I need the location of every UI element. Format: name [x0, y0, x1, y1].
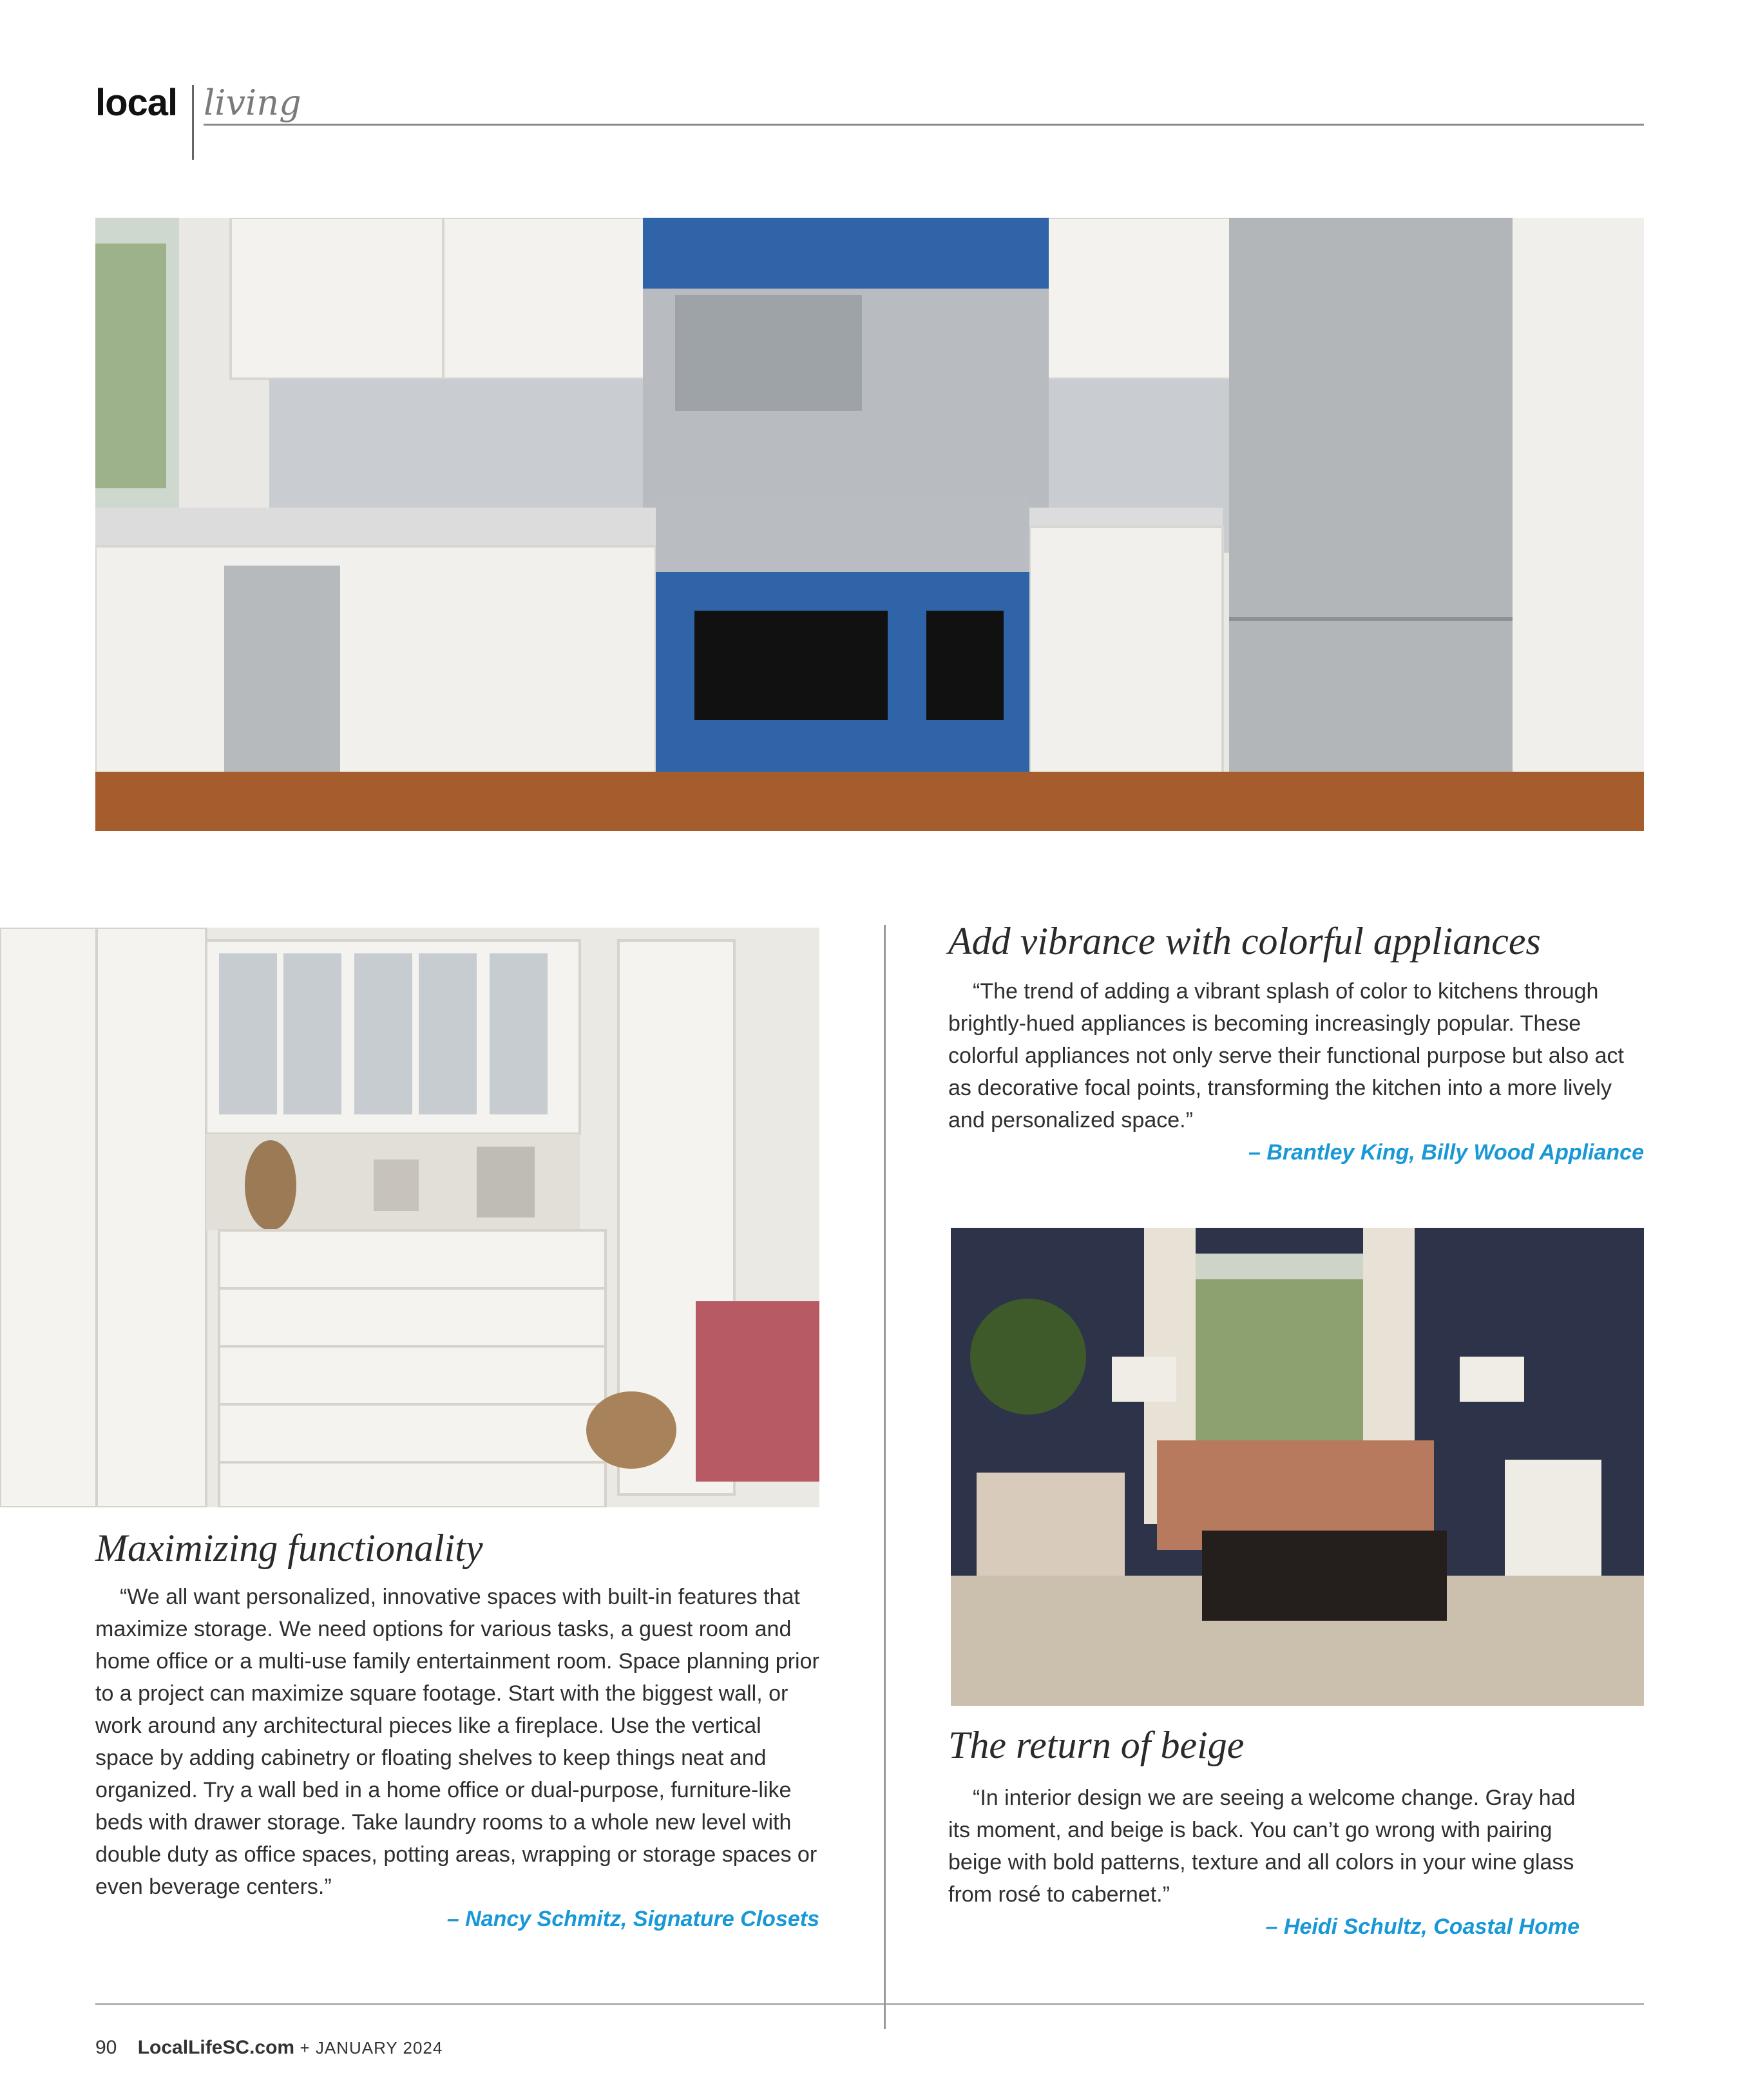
site-link[interactable]: LocalLifeSC.com — [137, 2037, 295, 2058]
column-divider — [884, 925, 886, 2029]
article-attribution: – Brantley King, Billy Wood Appliance — [1248, 1140, 1644, 1165]
article-vibrance — [948, 920, 1644, 1169]
header-rule — [204, 124, 1644, 126]
page-footer — [95, 2037, 443, 2059]
article-functionality — [95, 1527, 819, 1935]
article-heading: The return of beige — [948, 1724, 1245, 1766]
page-number: 90 — [95, 2037, 117, 2058]
issue-date: + JANUARY 2024 — [300, 2038, 443, 2057]
brand-living: living — [204, 82, 301, 123]
built-in-cabinetry-photo — [0, 928, 819, 1507]
kitchen-range-photo — [95, 218, 1644, 831]
article-body: “In interior design we are seeing a welcome change. Gray had its moment, and beige is back. You can’t go wrong with pairing beige with bold patterns, texture and all colors in your wine glass from rosé to cabernet.” — [948, 1786, 1576, 1907]
brand-separator — [192, 85, 194, 160]
beige-living-room-photo — [951, 1228, 1644, 1706]
article-heading: Maximizing functionality — [95, 1527, 483, 1569]
article-body: “We all want personalized, innovative spaces with built-in features that maximize storage. We need options for various tasks, a guest room and home office or a multi-use family entertainment room. Space planning prior to a project can maximize square footage. Start with the biggest wall, or work around any architectural pieces like a fireplace. Use the vertical space by adding cabinetry or floating shelves to keep things neat and organized. Try a wall bed in a home office or dual-purpose, furniture-like beds with drawer storage. Take laundry rooms to a whole new level with double duty as office spaces, potting areas, wrapping or storage spaces or even beverage centers.” — [95, 1585, 819, 1899]
article-body: “The trend of adding a vibrant splash of color to kitchens through brightly-hued appliances is becoming increasingly popular. These colorful appliances not only serve their functional purpose but also act as decorative focal points, transforming the kitchen into a more lively and personalized space.” — [948, 979, 1624, 1132]
footer-rule — [95, 2003, 1644, 2005]
article-attribution: – Nancy Schmitz, Signature Closets — [446, 1907, 819, 1931]
brand-local: local — [95, 82, 178, 124]
article-beige — [948, 1724, 1580, 1943]
article-heading: Add vibrance with colorful appliances — [948, 920, 1541, 962]
article-attribution: – Heidi Schultz, Coastal Home — [1265, 1914, 1580, 1939]
